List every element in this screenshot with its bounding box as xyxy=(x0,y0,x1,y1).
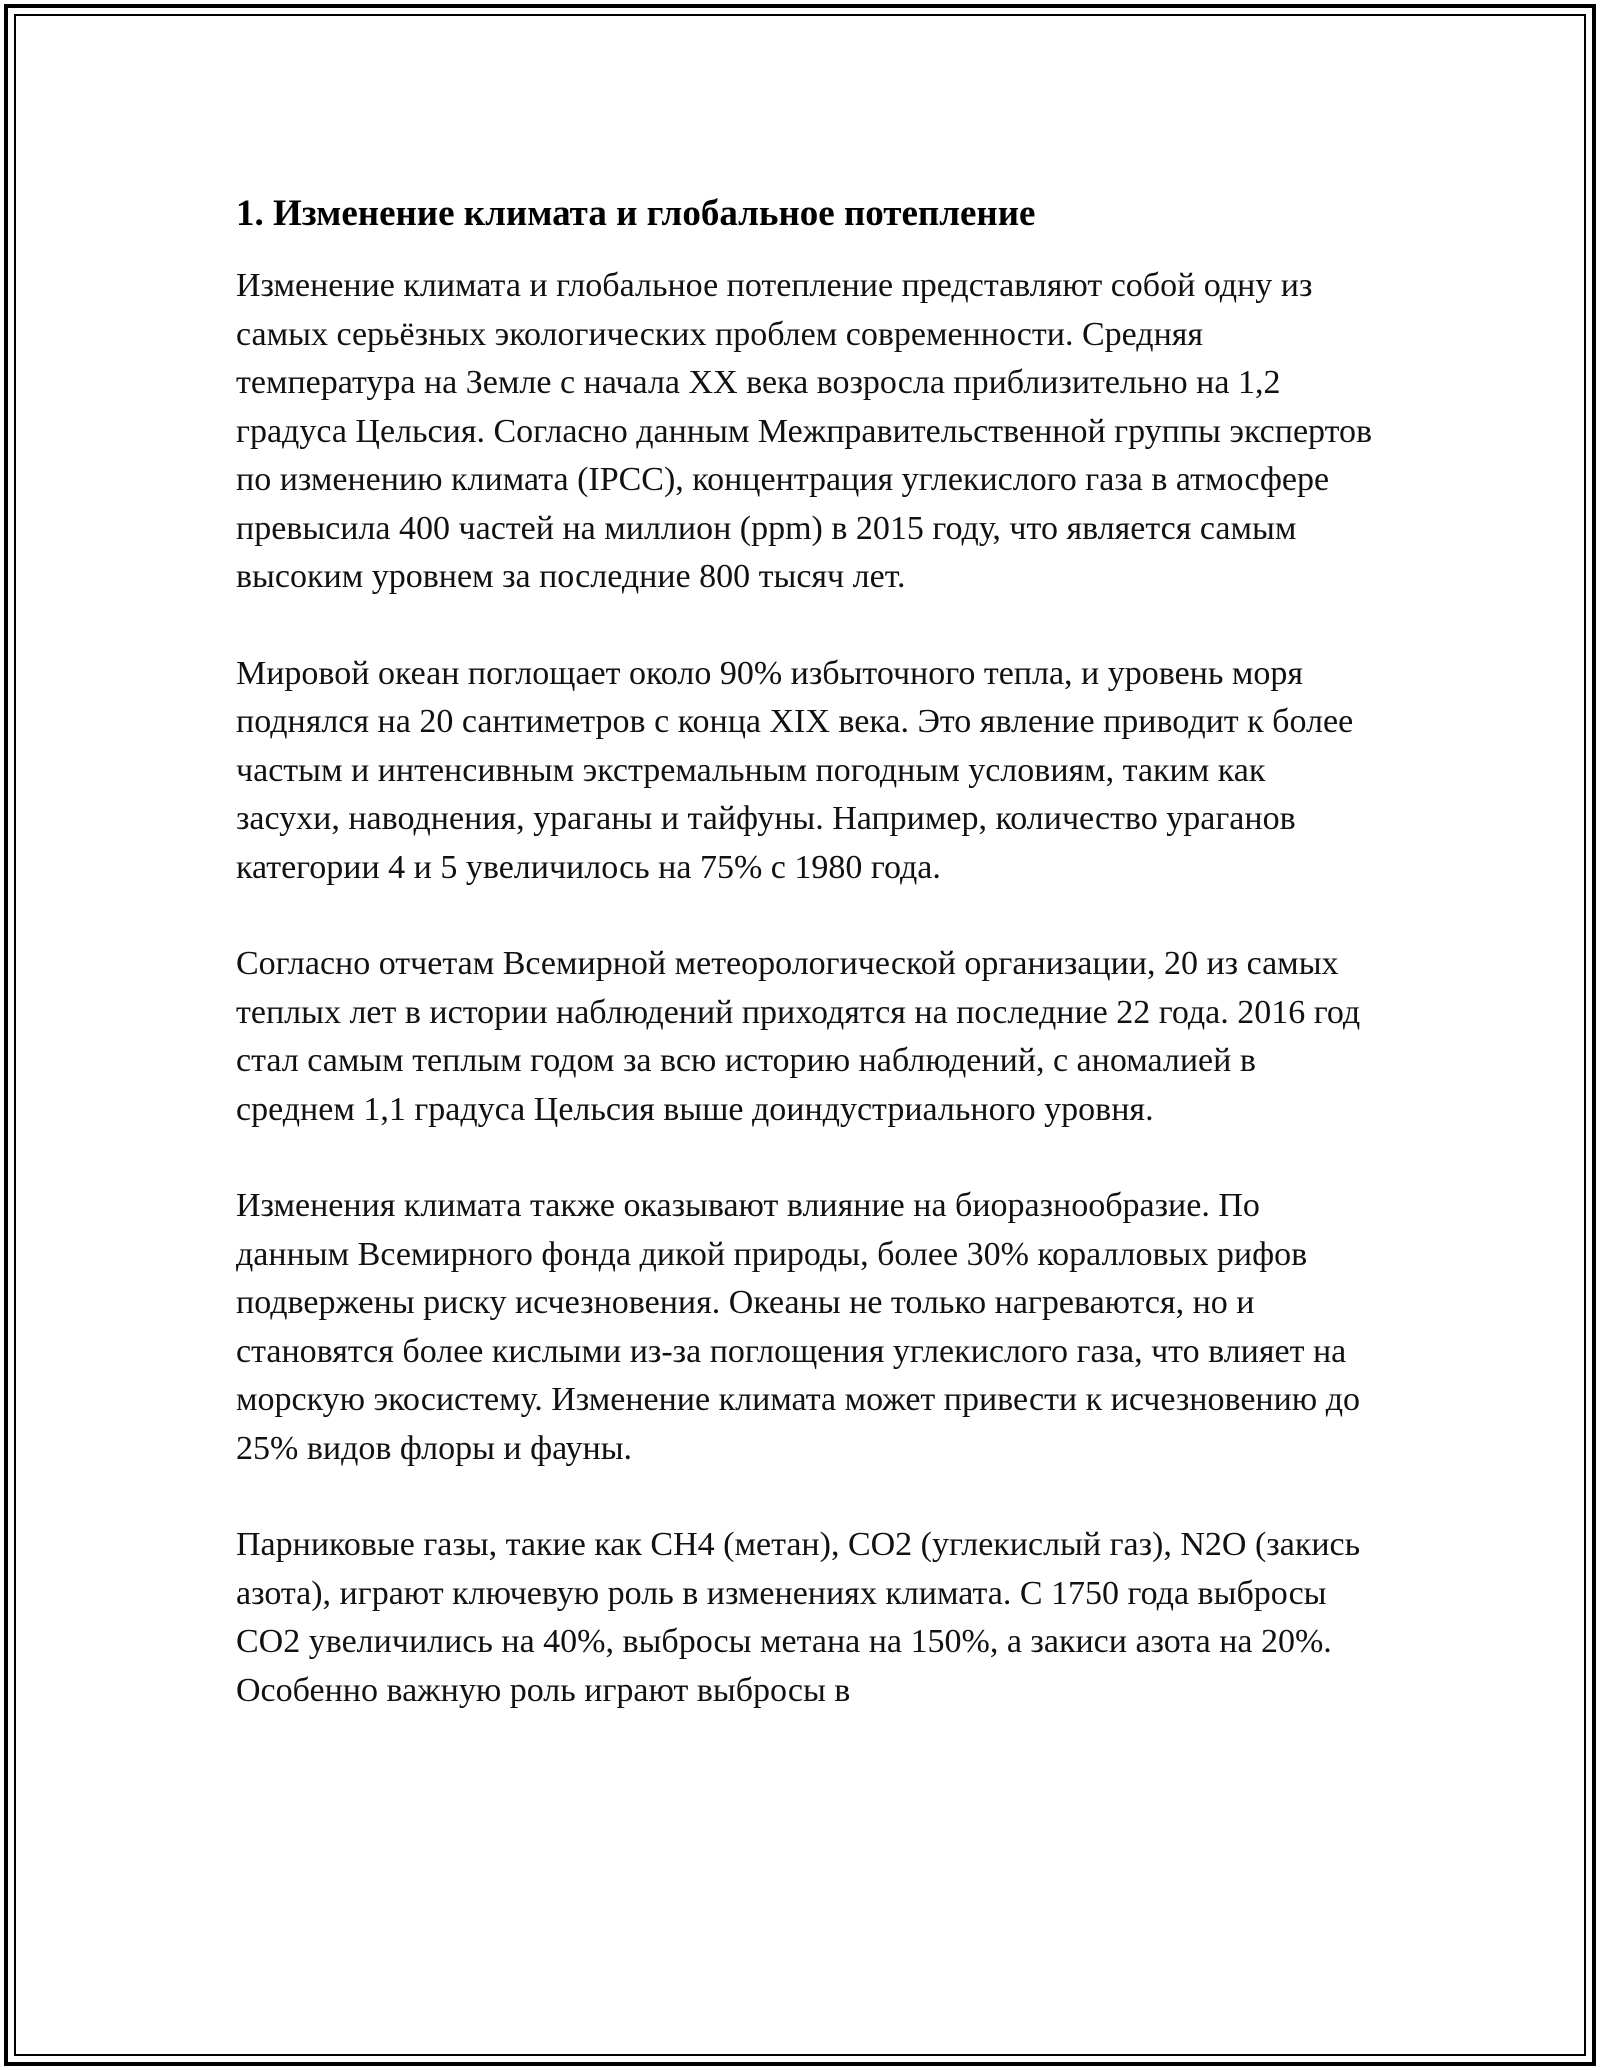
paragraph-2: Мировой океан поглощает около 90% избыточного тепла, и уровень моря поднялся на 20 сантиметров с конца XIX века. Это явление приводит к более частым и интенсивным экстремальным погодным условиям, таким как засухи, наводнения, ураганы и тайфуны. Например, количество ураганов категории 4 и 5 увеличилось на 75% с 1980 года. xyxy=(236,654,1354,886)
document-body xyxy=(236,188,1376,1763)
paragraph-3: Согласно отчетам Всемирной метеорологической организации, 20 из самых теплых лет в истории наблюдений приходятся на последние 22 года. 2016 год стал самым теплым годом за всю историю наблюдений, с аномалией в среднем 1,1 градуса Цельсия выше доиндустриального уровня. xyxy=(236,945,1361,1128)
paragraph-5: Парниковые газы, такие как CH4 (метан), CO2 (углекислый газ), N2O (закись азота), играют ключевую роль в изменениях климата. С 1750 года выбросы CO2 увеличились на 40%, выбросы метана на 150%, а закиси азота на 20%. Особенно важную роль играют выбросы в xyxy=(236,1526,1361,1709)
paragraph-4: Изменения климата также оказывают влияние на биоразнообразие. По данным Всемирного фонда дикой природы, более 30% коралловых рифов подвержены риску исчезновения. Океаны не только нагреваются, но и становятся более кислыми из-за поглощения углекислого газа, что влияет на морскую экосистему. Изменение климата может привести к исчезновению до 25% видов флоры и фауны. xyxy=(236,1187,1361,1467)
paragraph-1: Изменение климата и глобальное потепление представляют собой одну из самых серьёзных экологических проблем современности. Средняя температура на Земле с начала XX века возросла приблизительно на 1,2 градуса Цельсия. Согласно данным Межправительственной группы экспертов по изменению климата (IPCC), концентрация углекислого газа в атмосфере превысила 400 частей на миллион (ppm) в 2015 году, что является самым высоким уровнем за последние 800 тысяч лет. xyxy=(236,267,1373,595)
section-heading: 1. Изменение климата и глобальное потепление xyxy=(236,193,1036,234)
